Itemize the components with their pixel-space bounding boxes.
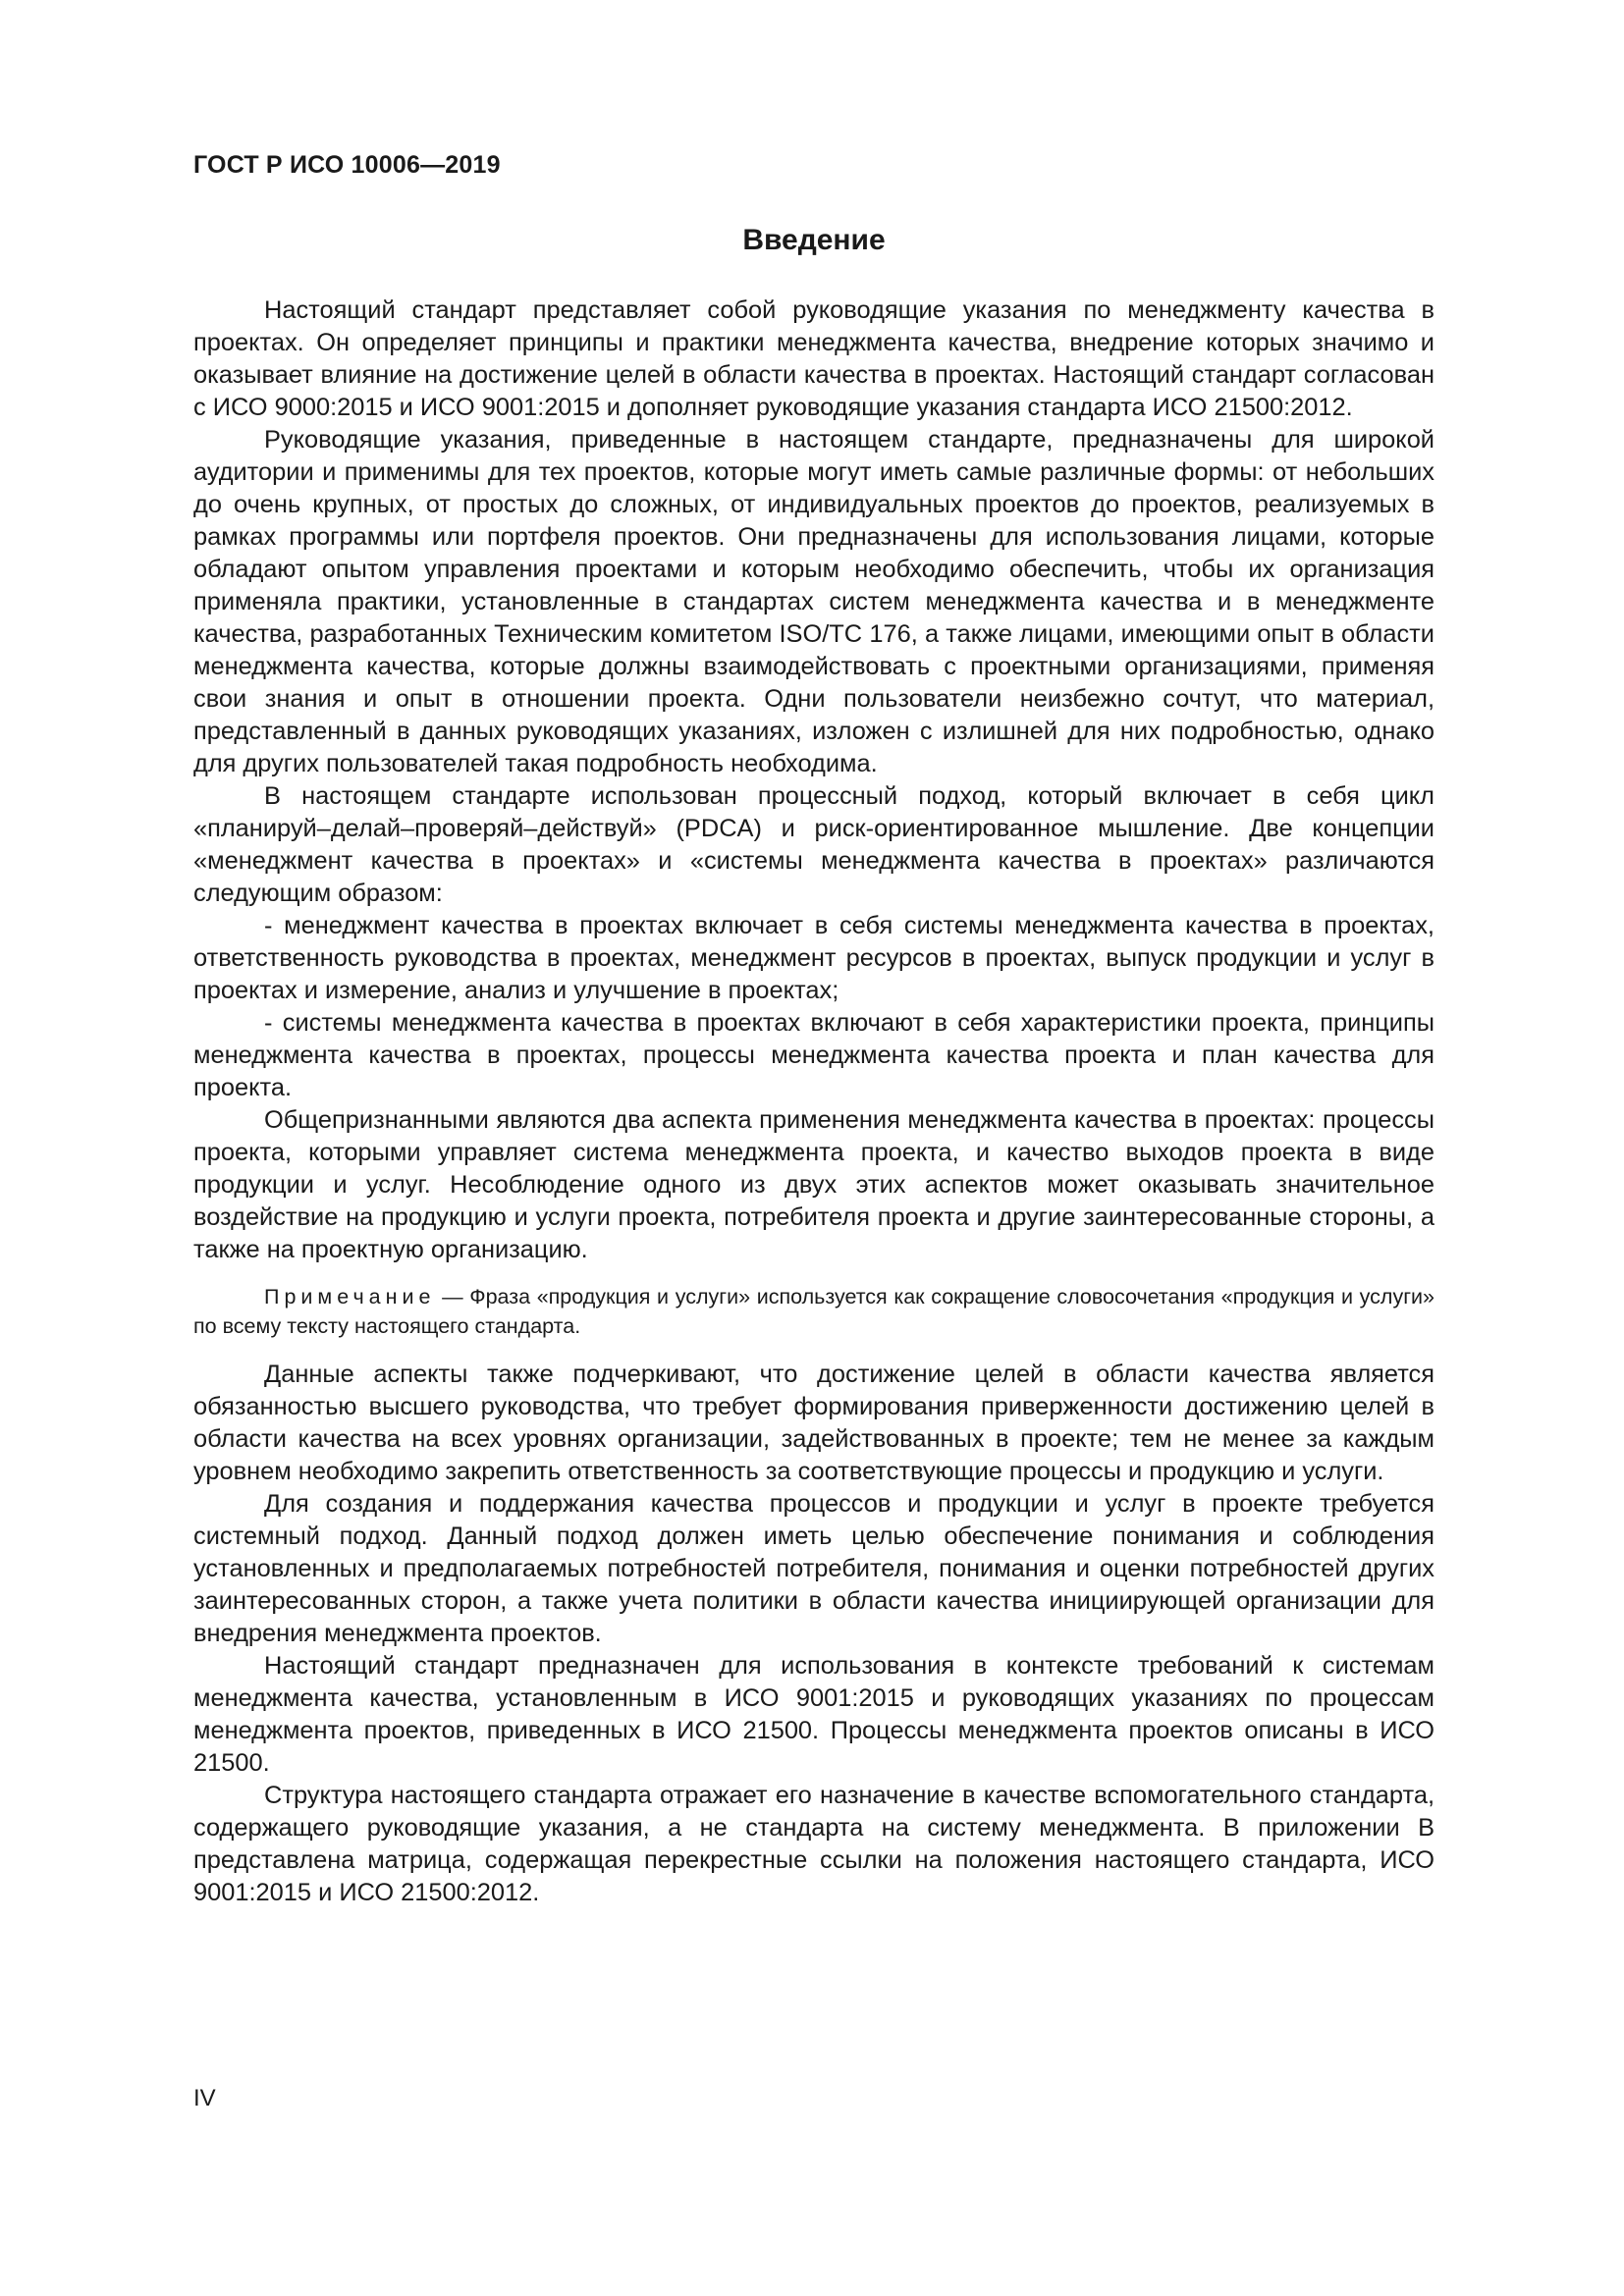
paragraph-2: Руководящие указания, приведенные в настоящем стандарте, предназначены для широкой аудитории и применимы для тех проектов, которые могут иметь самые различные формы: от небольших до очень крупных, от простых до сложных, от индивидуальных проектов до проектов, реализуемых в рамках программы или портфеля проектов. Они предназначены для использования лицами, которые обладают опытом управления проектами и которым необходимо обеспечить, чтобы их организация применяла практики, установленные в стандартах систем менеджмента качества и в менеджменте качества, разработанных Техническим комитетом ISO/TC 176, а также лицами, имеющими опыт в области менеджмента качества, которые должны взаимодействовать с проектными организациями, применяя свои знания и опыт в отношении проекта. Одни пользователи неизбежно сочтут, что материал, представленный в данных руководящих указаниях, изложен с излишней для них подробностью, однако для других пользователей такая подробность необходима. xyxy=(193,426,1435,777)
document-id: ГОСТ Р ИСО 10006—2019 xyxy=(193,151,501,179)
list-item-quality-management: - менеджмент качества в проектах включает в себя системы менеджмента качества в проектах, ответственность руководства в проектах, менеджмент ресурсов в проектах, выпуск продукции и услуг в проектах и измерение, анализ и улучшение в проектах; xyxy=(193,912,1435,1004)
paragraph-5: Данные аспекты также подчеркивают, что достижение целей в области качества является обязанностью высшего руководства, что требует формирования приверженности достижению целей в области качества на всех уровнях организации, задействованных в проекте; тем не менее за каждым уровнем необходимо закрепить ответственность за соответствующие процессы и продукцию и услуги. xyxy=(193,1361,1435,1485)
paragraph-1: Настоящий стандарт представляет собой руководящие указания по менеджменту качества в проектах. Он определяет принципы и практики менеджмента качества, внедрение которых значимо и оказывает влияние на достижение целей в области качества в проектах. Настоящий стандарт согласован с ИСО 9000:2015 и ИСО 9001:2015 и дополняет руководящие указания стандарта ИСО 21500:2012. xyxy=(193,296,1435,421)
note-label: Примечание xyxy=(264,1285,436,1308)
note xyxy=(193,1282,1435,1341)
list-item-quality-systems: - системы менеджмента качества в проектах включают в себя характеристики проекта, принципы менеджмента качества в проектах, процессы менеджмента качества проекта и план качества для проекта. xyxy=(193,1009,1435,1101)
page-number: IV xyxy=(193,2085,216,2111)
section-body xyxy=(193,294,1435,1909)
paragraph-6: Для создания и поддержания качества процессов и продукции и услуг в проекте требуется системный подход. Данный подход должен иметь целью обеспечение понимания и соблюдения установленных и предполагаемых потребностей потребителя, понимания и оценки потребностей других заинтересованных сторон, а также учета политики в области качества инициирующей организации для внедрения менеджмента проектов. xyxy=(193,1490,1435,1647)
section-title: Введение xyxy=(742,224,886,256)
paragraph-4: Общепризнанными являются два аспекта применения менеджмента качества в проектах: процессы проекта, которыми управляет система менеджмента проекта, и качество выходов проекта в виде продукции и услуг. Несоблюдение одного из двух этих аспектов может оказывать значительное воздействие на продукцию и услуги проекта, потребителя проекта и другие заинтересованные стороны, а также на проектную организацию. xyxy=(193,1106,1435,1263)
paragraph-8: Структура настоящего стандарта отражает его назначение в качестве вспомогательного стандарта, содержащего руководящие указания, а не стандарта на систему менеджмента. В приложении В представлена матрица, содержащая перекрестные ссылки на положения настоящего стандарта, ИСО 9001:2015 и ИСО 21500:2012. xyxy=(193,1782,1435,1906)
paragraph-7: Настоящий стандарт предназначен для использования в контексте требований к системам менеджмента качества, установленным в ИСО 9001:2015 и руководящих указаниях по процессам менеджмента проектов, приведенных в ИСО 21500. Процессы менеджмента проектов описаны в ИСО 21500. xyxy=(193,1652,1435,1777)
paragraph-3: В настоящем стандарте использован процессный подход, который включает в себя цикл «планируй–делай–проверяй–действуй» (PDCA) и риск-ориентированное мышление. Две концепции «менеджмент качества в проектах» и «системы менеджмента качества в проектах» различаются следующим образом: xyxy=(193,782,1435,907)
note-text: — Фраза «продукция и услуги» используется как сокращение словосочетания «продукция и услуги» по всему тексту настоящего стандарта. xyxy=(193,1285,1435,1338)
